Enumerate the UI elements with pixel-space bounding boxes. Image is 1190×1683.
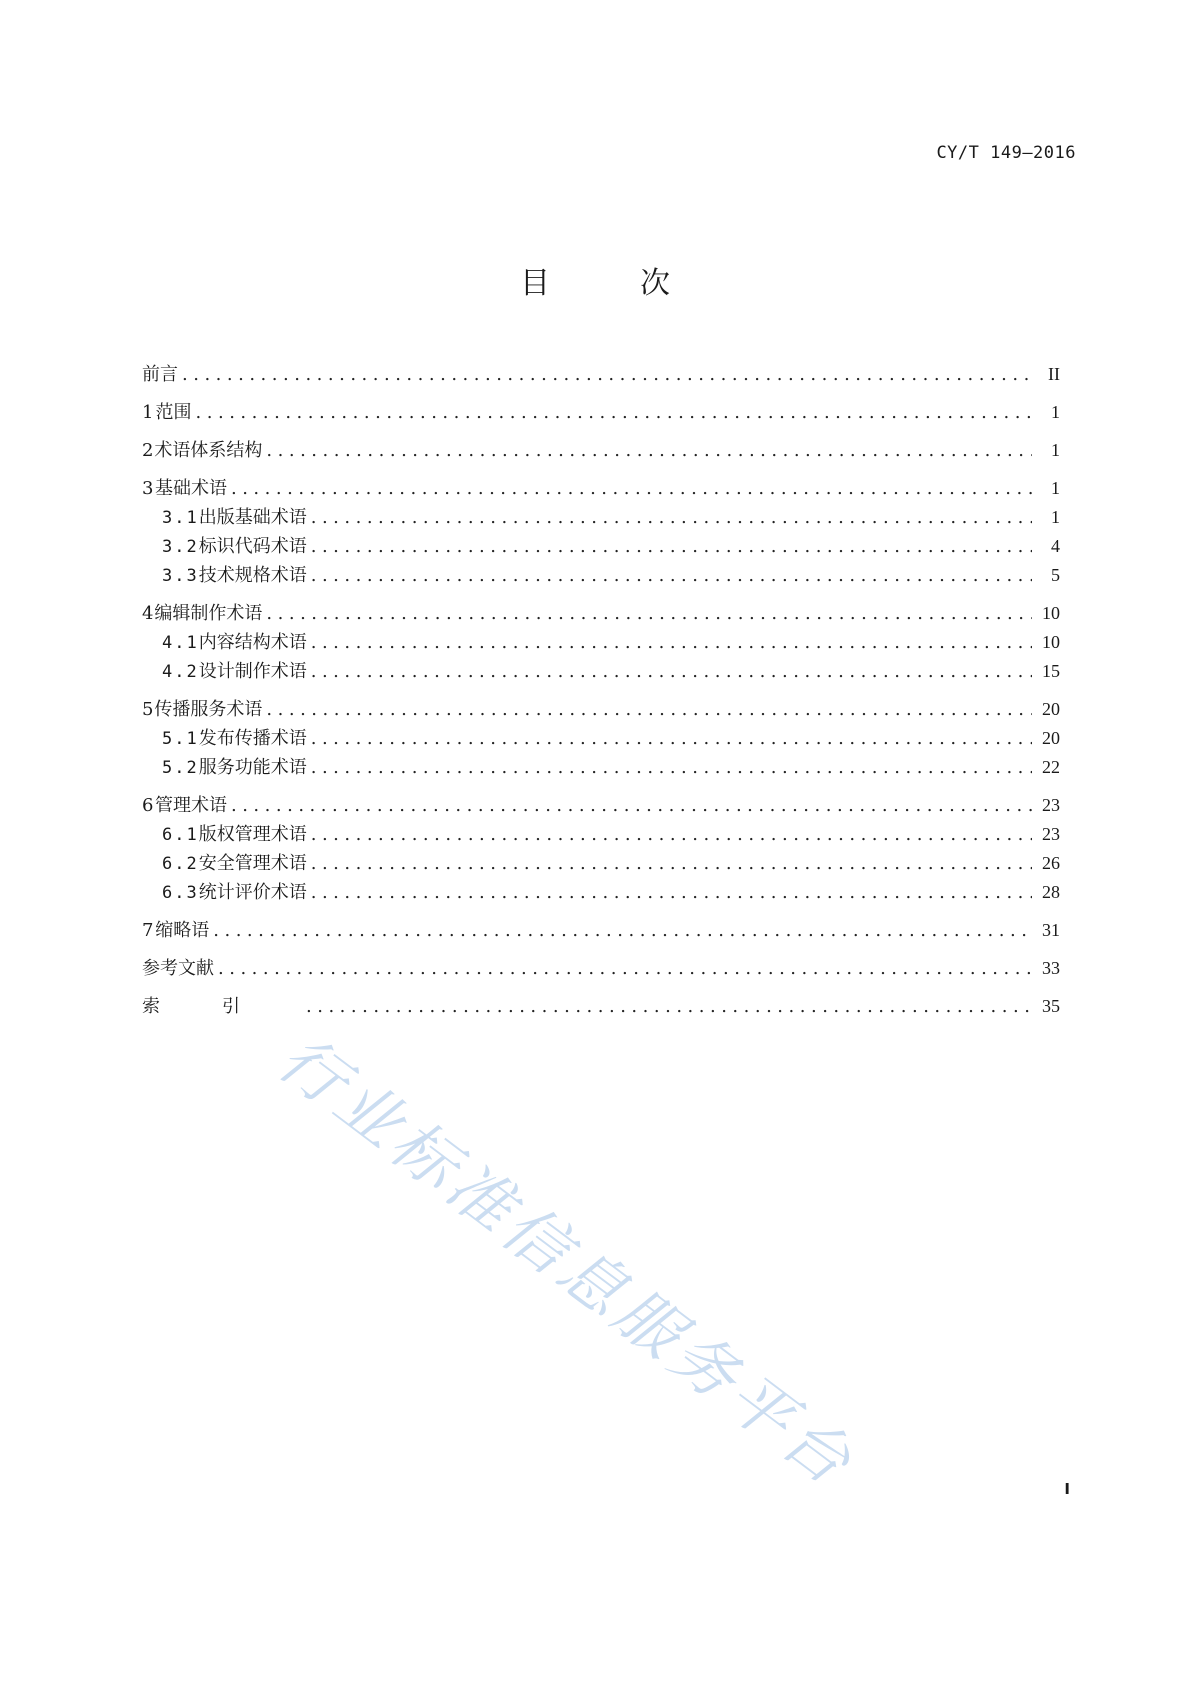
toc-entry[interactable] (142, 724, 1060, 753)
toc-entry[interactable] (142, 992, 1060, 1021)
toc-entry-number: 3.3 (162, 566, 199, 586)
toc-entry[interactable] (142, 820, 1060, 849)
toc-entry[interactable] (142, 398, 1060, 427)
toc-dot-leader (213, 916, 1032, 945)
toc-entry-title: 管理术语 (154, 795, 227, 816)
toc-entry-title: 传播服务术语 (154, 699, 263, 720)
toc-entry-page: 10 (1042, 632, 1060, 652)
page-number: I (1064, 1480, 1070, 1498)
toc-entry-page: 1 (1051, 478, 1060, 498)
toc-dot-leader (311, 820, 1032, 849)
toc-entry-page: II (1048, 364, 1060, 384)
toc-dot-leader (306, 992, 1032, 1021)
toc-entry[interactable] (142, 628, 1060, 657)
toc-entry-number: 6.3 (162, 883, 199, 903)
toc-entry-page: 15 (1042, 661, 1060, 681)
toc-entry[interactable] (142, 599, 1060, 628)
toc-entry-title: 服务功能术语 (198, 757, 307, 778)
toc-dot-leader (311, 561, 1032, 590)
table-of-contents (142, 360, 1060, 1021)
toc-entry[interactable] (142, 878, 1060, 907)
toc-entry-title: 内容结构术语 (198, 632, 307, 653)
toc-entry-number: 3.2 (162, 537, 199, 557)
toc-entry-number: 3.1 (162, 508, 199, 528)
toc-entry-number: 6 (142, 795, 154, 816)
toc-dot-leader (266, 436, 1032, 465)
toc-entry[interactable] (142, 503, 1060, 532)
toc-entry-number: 7 (142, 920, 154, 941)
toc-entry-title: 出版基础术语 (198, 507, 307, 528)
toc-entry-page: 23 (1042, 795, 1060, 815)
toc-entry-page: 20 (1042, 728, 1060, 748)
toc-entry-page: 33 (1042, 958, 1060, 978)
toc-entry[interactable] (142, 954, 1060, 983)
toc-entry-number: 4.2 (162, 662, 199, 682)
toc-dot-leader (311, 878, 1032, 907)
toc-dot-leader (231, 791, 1032, 820)
toc-entry-page: 20 (1042, 699, 1060, 719)
toc-dot-leader (266, 599, 1032, 628)
toc-entry-page: 1 (1051, 440, 1060, 460)
toc-dot-leader (311, 753, 1032, 782)
toc-entry-page: 5 (1051, 565, 1060, 585)
toc-entry[interactable] (142, 474, 1060, 503)
toc-entry-number: 4 (142, 603, 154, 624)
toc-entry-title: 前言 (142, 364, 178, 385)
toc-entry[interactable] (142, 849, 1060, 878)
toc-entry-number: 4.1 (162, 633, 199, 653)
toc-entry-number: 5.2 (162, 758, 199, 778)
toc-dot-leader (231, 474, 1032, 503)
toc-entry-number: 5 (142, 699, 154, 720)
toc-entry[interactable] (142, 791, 1060, 820)
toc-entry-number: 5.1 (162, 729, 199, 749)
toc-dot-leader (266, 695, 1032, 724)
toc-dot-leader (196, 398, 1032, 427)
toc-entry-page: 26 (1042, 853, 1060, 873)
page-title: 目 次 (520, 266, 700, 301)
toc-dot-leader (182, 360, 1032, 389)
toc-entry-title: 发布传播术语 (198, 728, 307, 749)
toc-dot-leader (218, 954, 1032, 983)
toc-entry-title: 安全管理术语 (198, 853, 307, 874)
toc-entry-title: 范围 (155, 402, 192, 423)
toc-entry-page: 23 (1042, 824, 1060, 844)
toc-entry-page: 31 (1042, 920, 1060, 940)
toc-entry-title: 标识代码术语 (198, 536, 307, 557)
toc-entry-title: 基础术语 (154, 478, 227, 499)
toc-entry-number: 2 (142, 440, 154, 461)
standard-code: CY/T 149—2016 (936, 143, 1076, 163)
toc-entry-title: 参考文献 (142, 958, 214, 979)
toc-dot-leader (311, 724, 1032, 753)
toc-entry[interactable] (142, 753, 1060, 782)
toc-entry[interactable] (142, 561, 1060, 590)
toc-entry[interactable] (142, 436, 1060, 465)
toc-entry-page: 1 (1051, 402, 1060, 422)
toc-entry-title: 统计评价术语 (198, 882, 307, 903)
toc-entry-title: 版权管理术语 (198, 824, 307, 845)
toc-entry-page: 4 (1051, 536, 1060, 556)
toc-entry-title: 技术规格术语 (198, 565, 307, 586)
toc-dot-leader (311, 503, 1032, 532)
toc-entry[interactable] (142, 695, 1060, 724)
toc-dot-leader (311, 532, 1032, 561)
toc-entry-number: 6.1 (162, 825, 199, 845)
toc-dot-leader (311, 657, 1032, 686)
toc-entry-number: 3 (142, 478, 154, 499)
toc-entry-number: 1 (142, 402, 154, 423)
toc-entry[interactable] (142, 360, 1060, 389)
toc-entry-page: 28 (1042, 882, 1060, 902)
toc-dot-leader (311, 849, 1032, 878)
toc-entry-page: 1 (1051, 507, 1060, 527)
toc-entry-title: 术语体系结构 (154, 440, 263, 461)
toc-dot-leader (311, 628, 1032, 657)
toc-entry-title: 编辑制作术语 (154, 603, 263, 624)
toc-entry[interactable] (142, 532, 1060, 561)
toc-entry-page: 10 (1042, 603, 1060, 623)
toc-entry[interactable] (142, 657, 1060, 686)
watermark: 行业标准信息服务平台 (264, 1021, 869, 1503)
toc-entry-title: 设计制作术语 (198, 661, 307, 682)
toc-entry-page: 35 (1042, 996, 1060, 1016)
toc-entry[interactable] (142, 916, 1060, 945)
toc-entry-title: 索引 (142, 996, 302, 1017)
toc-entry-page: 22 (1042, 757, 1060, 777)
toc-entry-title: 缩略语 (155, 920, 210, 941)
toc-entry-number: 6.2 (162, 854, 199, 874)
